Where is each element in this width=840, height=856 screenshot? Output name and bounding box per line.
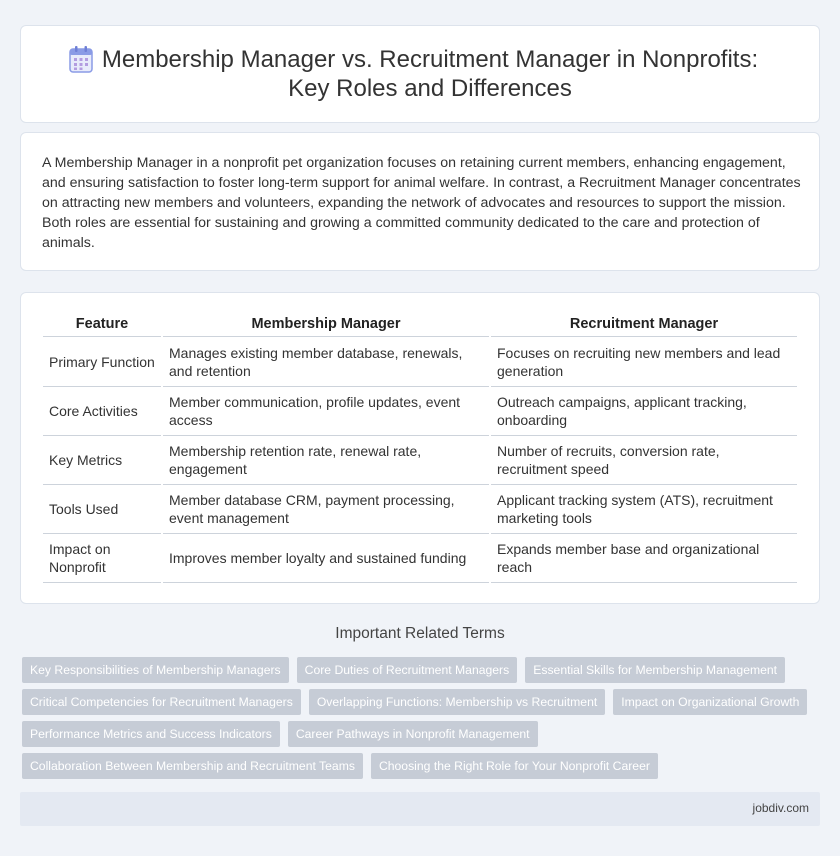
feature-cell: Primary Function (43, 337, 161, 387)
related-terms-title: Important Related Terms (335, 625, 505, 642)
related-tag[interactable]: Impact on Organizational Growth (613, 689, 807, 715)
related-tag[interactable]: Key Responsibilities of Membership Managers (22, 657, 289, 683)
header-feature: Feature (43, 313, 161, 337)
comparison-card (20, 292, 820, 604)
table-header-row (43, 313, 797, 337)
recruitment-cell: Focuses on recruiting new members and lead generation (491, 337, 797, 387)
header-recruitment-manager: Recruitment Manager (491, 313, 797, 337)
tag-row (22, 689, 802, 715)
membership-cell: Member database CRM, payment processing, event management (163, 485, 489, 534)
header-membership-manager: Membership Manager (163, 313, 489, 337)
related-tag[interactable]: Career Pathways in Nonprofit Management (288, 721, 538, 747)
feature-cell: Core Activities (43, 387, 161, 436)
page-title: Membership Manager vs. Recruitment Manager in Nonprofits: Key Roles and Differences (101, 46, 759, 102)
footer-site-link[interactable]: jobdiv.com (752, 801, 809, 815)
feature-cell: Impact on Nonprofit (43, 534, 161, 583)
recruitment-cell: Outreach campaigns, applicant tracking, onboarding (491, 387, 797, 436)
comparison-table (41, 313, 799, 583)
intro-paragraph: A Membership Manager in a nonprofit pet organization focuses on retaining current members, enhancing engagement, and ensuring satisfaction to foster long-term support for animal welfare. In contrast, a Recruitment Manager concentrates on attracting new members and volunteers, expanding the network of advocates and resources to support the mission. Both roles are essential for sustaining and growing a committed community dedicated to the care and protection of animals. (42, 155, 801, 251)
related-tag[interactable]: Performance Metrics and Success Indicators (22, 721, 280, 747)
related-tag[interactable]: Choosing the Right Role for Your Nonprofit Career (371, 753, 658, 779)
table-row (43, 387, 797, 436)
tag-row (22, 721, 802, 747)
title-card (20, 25, 820, 123)
tag-row (22, 657, 802, 683)
membership-cell: Manages existing member database, renewals, and retention (163, 337, 489, 387)
membership-cell: Membership retention rate, renewal rate, engagement (163, 436, 489, 485)
recruitment-cell: Expands member base and organizational reach (491, 534, 797, 583)
feature-cell: Tools Used (43, 485, 161, 534)
feature-cell: Key Metrics (43, 436, 161, 485)
recruitment-cell: Applicant tracking system (ATS), recruitment marketing tools (491, 485, 797, 534)
related-terms-tags (22, 657, 802, 785)
membership-cell: Member communication, profile updates, event access (163, 387, 489, 436)
membership-cell: Improves member loyalty and sustained funding (163, 534, 489, 583)
recruitment-cell: Number of recruits, conversion rate, recruitment speed (491, 436, 797, 485)
tag-row (22, 753, 802, 779)
related-tag[interactable]: Collaboration Between Membership and Recruitment Teams (22, 753, 363, 779)
table-row (43, 485, 797, 534)
intro-card (20, 132, 820, 271)
table-row (43, 337, 797, 387)
related-tag[interactable]: Essential Skills for Membership Management (525, 657, 785, 683)
related-tag[interactable]: Core Duties of Recruitment Managers (297, 657, 518, 683)
footer (20, 792, 820, 826)
related-tag[interactable]: Critical Competencies for Recruitment Managers (22, 689, 301, 715)
related-tag[interactable]: Overlapping Functions: Membership vs Recruitment (309, 689, 605, 715)
table-row (43, 436, 797, 485)
table-row (43, 534, 797, 583)
